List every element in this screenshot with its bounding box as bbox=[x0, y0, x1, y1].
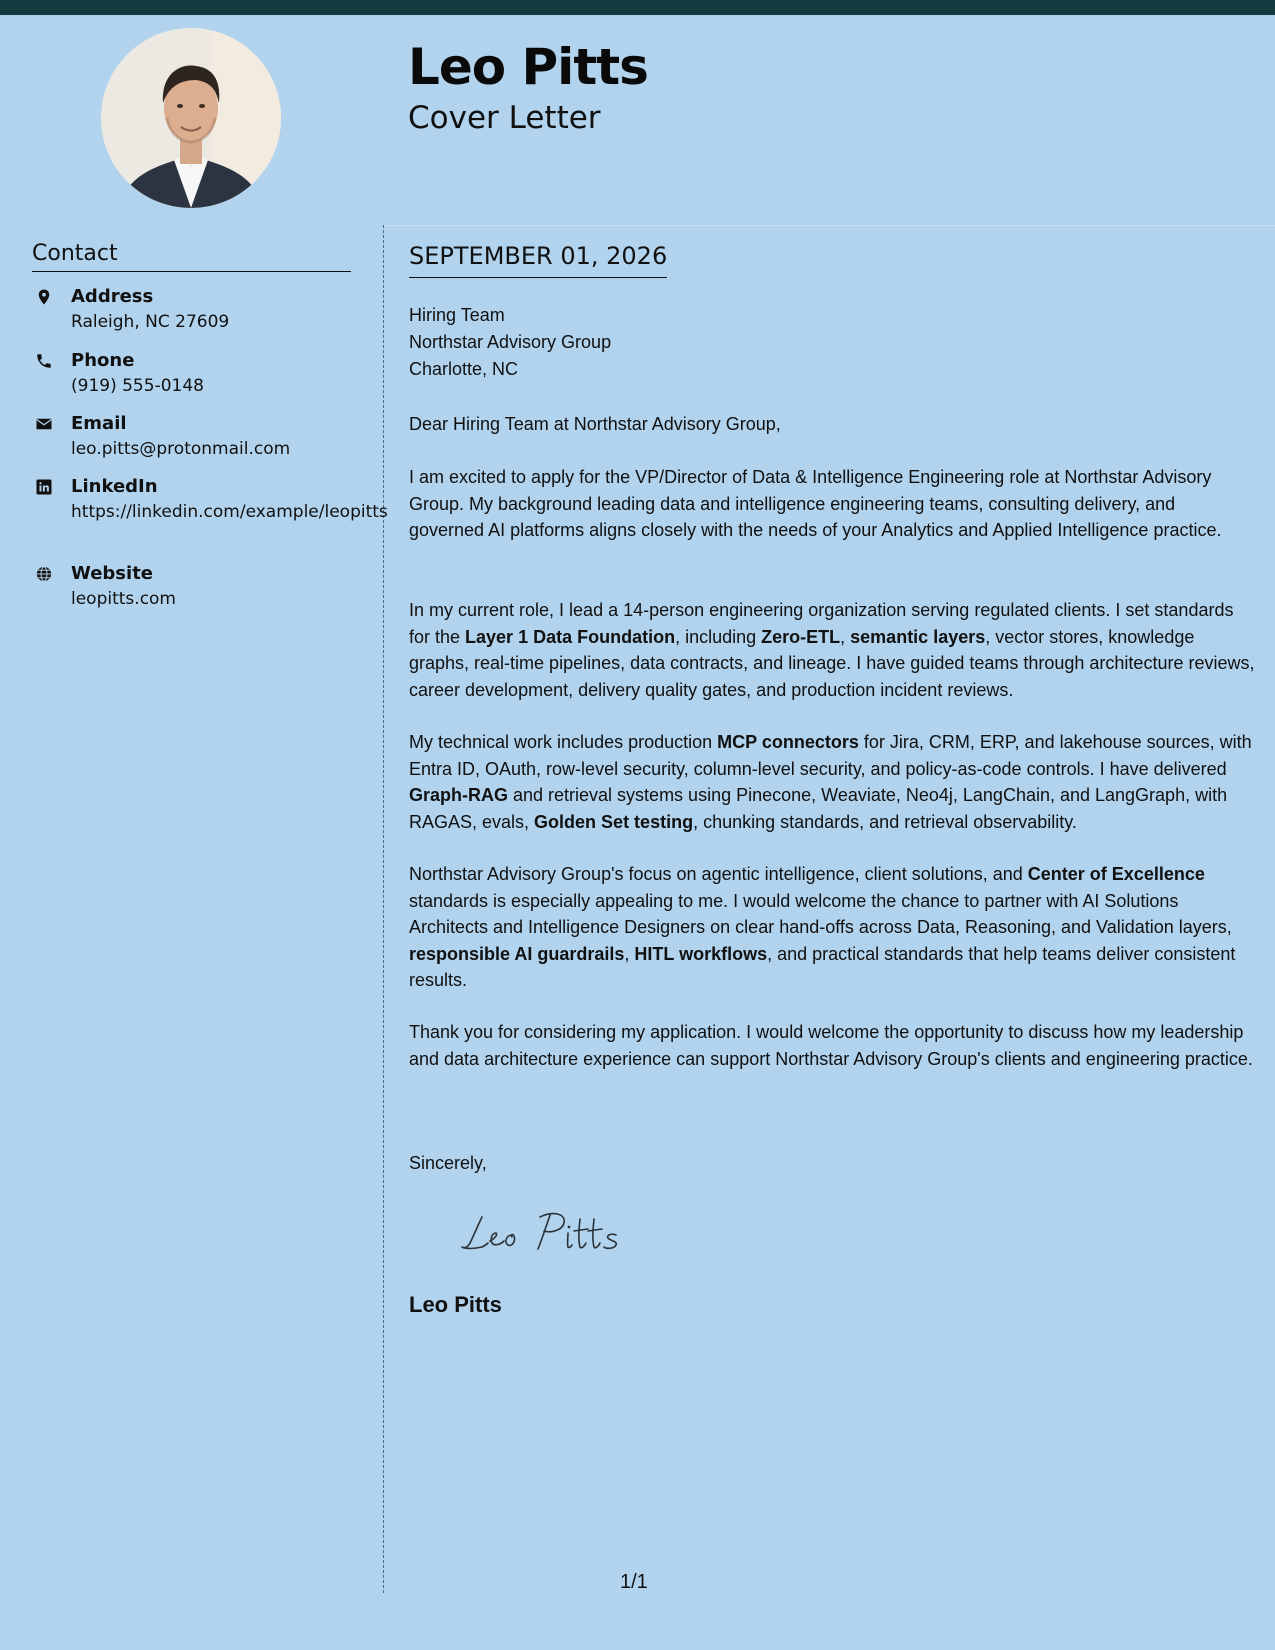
contact-label: Website bbox=[71, 563, 154, 584]
salutation: Dear Hiring Team at Northstar Advisory Group, bbox=[409, 414, 781, 434]
recipient-line: Charlotte, NC bbox=[409, 359, 519, 379]
map-pin-icon bbox=[32, 287, 56, 307]
contact-label: Phone bbox=[71, 350, 135, 371]
paragraph-text: , bbox=[624, 943, 635, 964]
contact-value: (919) 555-0148 bbox=[71, 376, 204, 396]
header-divider bbox=[383, 225, 1275, 226]
body-paragraph-5 bbox=[409, 1019, 1255, 1072]
emphasized-text: Graph-RAG bbox=[409, 785, 508, 805]
recipient-block bbox=[409, 302, 611, 383]
contact-heading: Contact bbox=[32, 241, 351, 272]
contact-label: Address bbox=[71, 286, 154, 307]
linkedin-icon bbox=[32, 477, 56, 497]
applicant-name: Leo Pitts bbox=[408, 38, 648, 96]
contact-label: Email bbox=[71, 413, 127, 434]
paragraph-text: Thank you for considering my application. I would welcome the opportunity to discuss how my leadership and data architecture experience can support Northstar Advisory Group's clients and engineering practice. bbox=[409, 1022, 1253, 1069]
emphasized-text: Golden Set testing bbox=[534, 811, 694, 832]
emphasized-text: responsible AI guardrails bbox=[409, 943, 625, 964]
emphasized-text: Layer 1 Data Foundation bbox=[465, 626, 676, 647]
paragraph-text: I am excited to apply for the VP/Director of Data & Intelligence Engineering role at Northstar Advisory Group. My background leading data and intelligence engineering teams, consulting delivery, and governed AI platforms aligns closely with the needs of your Analytics and Applied Intelligence practice. bbox=[409, 467, 1222, 540]
paragraph-text: and retrieval systems using Pinecone, Weaviate, Neo4j, LangChain, and LangGraph, with RAGAS, evals, bbox=[409, 785, 1228, 832]
page-number: 1/1 bbox=[620, 1571, 648, 1593]
envelope-icon bbox=[32, 414, 56, 434]
globe-icon bbox=[32, 564, 56, 584]
paragraph-text: Northstar Advisory Group's focus on agentic intelligence, client solutions, and bbox=[409, 864, 1028, 884]
closing: Sincerely, bbox=[409, 1153, 487, 1173]
emphasized-text: semantic layers bbox=[850, 626, 986, 647]
profile-photo bbox=[101, 28, 281, 208]
emphasized-text: MCP connectors bbox=[717, 732, 859, 752]
paragraph-text: for Jira, CRM, ERP, and lakehouse sources, with Entra ID, OAuth, row-level security, column-level security, and policy-as-code controls. I have delivered bbox=[409, 732, 1252, 779]
recipient-line: Northstar Advisory Group bbox=[409, 332, 612, 352]
paragraph-text: My technical work includes production bbox=[409, 732, 718, 752]
contact-value: Raleigh, NC 27609 bbox=[71, 312, 230, 332]
recipient-line: Hiring Team bbox=[409, 305, 505, 325]
top-accent-bar bbox=[0, 0, 1275, 15]
paragraph-text: , chunking standards, and retrieval observability. bbox=[693, 811, 1077, 832]
emphasized-text: Zero-ETL bbox=[761, 626, 841, 647]
paragraph-text: , bbox=[840, 626, 851, 647]
paragraph-text: , and practical standards that help teams deliver consistent results. bbox=[409, 943, 1236, 990]
paragraph-text: , vector stores, knowledge graphs, real-time pipelines, data contracts, and lineage. I have guided teams through architecture reviews, career development, delivery quality gates, and production incident reviews. bbox=[409, 626, 1255, 700]
contact-label: LinkedIn bbox=[71, 476, 158, 497]
paragraph-text: In my current role, I lead a 14-person engineering organization serving regulated clients. I set standards for the bbox=[409, 600, 1234, 647]
contact-value: https://linkedin.com/example/leopitts bbox=[71, 502, 388, 522]
document-type: Cover Letter bbox=[408, 100, 601, 136]
contact-value: leo.pitts@protonmail.com bbox=[71, 439, 291, 459]
body-paragraph-1 bbox=[409, 464, 1255, 544]
phone-icon bbox=[32, 351, 56, 371]
emphasized-text: Center of Excellence bbox=[1027, 864, 1205, 884]
body-paragraph-4 bbox=[409, 861, 1255, 994]
handwritten-signature bbox=[460, 1205, 625, 1260]
signer-name: Leo Pitts bbox=[409, 1292, 502, 1317]
emphasized-text: HITL workflows bbox=[634, 943, 768, 964]
paragraph-text: , including bbox=[675, 626, 762, 647]
letter-date: SEPTEMBER 01, 2026 bbox=[409, 242, 667, 278]
paragraph-text: standards is especially appealing to me. I would welcome the chance to partner with AI Solutions Architects and Intelligence Designers on clear hand-offs across Data, Reasoning, and Validation layers, bbox=[409, 890, 1232, 937]
contact-value: leopitts.com bbox=[71, 589, 176, 609]
body-paragraph-2 bbox=[409, 597, 1255, 703]
column-divider bbox=[383, 225, 384, 1593]
body-paragraph-3 bbox=[409, 729, 1255, 835]
